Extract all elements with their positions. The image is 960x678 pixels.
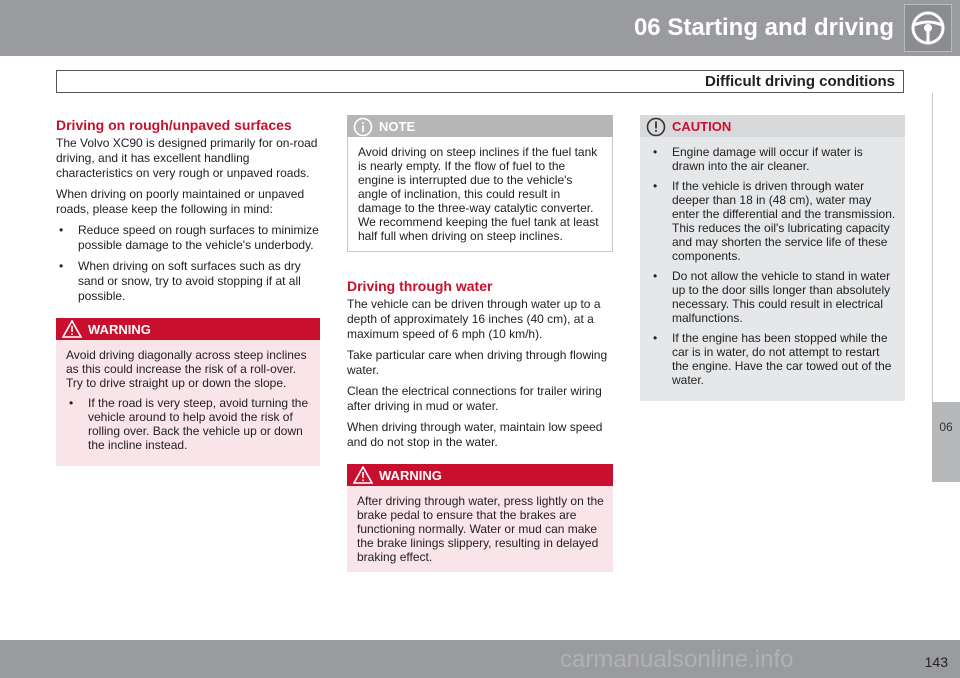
section-title: Difficult driving conditions	[705, 73, 895, 90]
paragraph: When driving through water, maintain low speed and do not stop in the water.	[347, 420, 603, 449]
chapter-title: 06 Starting and driving	[633, 14, 894, 41]
paragraph: Take particular care when driving through flowing water.	[347, 348, 608, 377]
list-item: • If the engine has been stopped while the car is in water, do not attempt to restart the engine. Have the car towed out of the water.	[653, 331, 892, 387]
warning-bullets	[66, 396, 312, 452]
list-item: • If the road is very steep, avoid turning the vehicle around to help avoid the risk of rolling over. Back the vehicle up or down the incline instead.	[69, 396, 309, 452]
section-bar	[56, 70, 904, 93]
caution-body	[640, 137, 905, 401]
caution-title: CAUTION	[672, 119, 732, 134]
warning-box-rollover	[56, 318, 320, 466]
warning-title: WARNING	[88, 322, 151, 337]
warning-body	[56, 340, 320, 466]
list-item: • Do not allow the vehicle to stand in water up to the door sills longer than absolutely necessary. This could result in electrical malfunctions.	[653, 269, 891, 325]
bullet-icon: •	[59, 223, 64, 237]
warning-header	[347, 464, 613, 486]
heading-water: Driving through water	[347, 278, 493, 294]
warning-header	[56, 318, 320, 340]
bullet-icon: •	[59, 259, 64, 273]
bullet-icon: •	[653, 269, 658, 283]
note-box-fuel	[347, 115, 613, 252]
column-2	[347, 117, 613, 572]
bullet-list	[56, 223, 320, 304]
paragraph: Clean the electrical connections for trailer wiring after driving in mud or water.	[347, 384, 602, 413]
list-item: • Engine damage will occur if water is drawn into the air cleaner.	[653, 145, 863, 173]
note-header	[347, 115, 613, 137]
paragraph: The Volvo XC90 is designed primarily for on-road driving, and it has excellent handling characteristics on very rough or unpaved roads.	[56, 136, 318, 180]
chapter-side-tab[interactable]	[932, 402, 960, 482]
bottom-band	[0, 640, 960, 678]
paragraph: When driving on poorly maintained or unpaved roads, please keep the following in mind:	[56, 187, 305, 216]
warning-text: Avoid driving diagonally across steep inclines as this could increase the risk of a roll-over. Try to drive straight up or down the slope.	[66, 348, 307, 390]
warning-body	[347, 486, 613, 572]
warning-triangle-icon	[62, 320, 82, 338]
warning-box-brakes	[347, 464, 613, 572]
chapter-icon-tile	[904, 4, 952, 52]
note-text: Avoid driving on steep inclines if the fuel tank is nearly empty. If the flow of fuel to the engine is interrupted due to the vehicle's angle of inclination, this could result in damage to the three-way catalytic converter. We recommend keeping the fuel tank at least half full when driving on steep inclines.	[358, 145, 599, 243]
list-item: • When driving on soft surfaces such as dry sand or snow, try to avoid stopping if at all possible.	[59, 259, 301, 303]
bullet-icon: •	[653, 145, 658, 159]
bullet-icon: •	[69, 396, 74, 410]
steering-wheel-icon	[910, 10, 946, 46]
warning-triangle-icon	[353, 466, 373, 484]
bullet-icon: •	[653, 179, 658, 193]
list-item: • If the vehicle is driven through water deeper than 18 in (48 cm), water may enter the differential and the transmission. This reduces the oil's lubricating capacity and may shorten the service life of these components.	[653, 179, 896, 263]
column-1	[56, 117, 320, 466]
side-tab-label: 06	[939, 420, 953, 434]
page-number: 143	[924, 654, 948, 670]
watermark: carmanualsonline.info	[560, 646, 794, 673]
side-divider	[932, 93, 933, 402]
caution-header	[640, 115, 905, 137]
info-icon	[353, 117, 373, 137]
note-title: NOTE	[379, 119, 416, 134]
column-3	[640, 117, 905, 401]
warning-title: WARNING	[379, 468, 442, 483]
top-band	[0, 0, 960, 56]
paragraph: The vehicle can be driven through water up to a depth of approximately 16 inches (40 cm), at a maximum speed of 6 mph (10 km/h).	[347, 297, 601, 341]
list-item: • Reduce speed on rough surfaces to minimize possible damage to the vehicle's underbody.	[59, 223, 319, 252]
warning-text: After driving through water, press lightly on the brake pedal to ensure that the brakes are functioning normally. Water or mud can make the brake linings slippery, resulting in delayed braking effect.	[357, 494, 604, 564]
caution-box-water	[640, 115, 905, 401]
heading-rough-surfaces: Driving on rough/unpaved surfaces	[56, 117, 292, 133]
caution-bullets	[650, 145, 897, 387]
exclamation-icon	[646, 117, 666, 137]
note-body	[347, 137, 613, 252]
bullet-icon: •	[653, 331, 658, 345]
